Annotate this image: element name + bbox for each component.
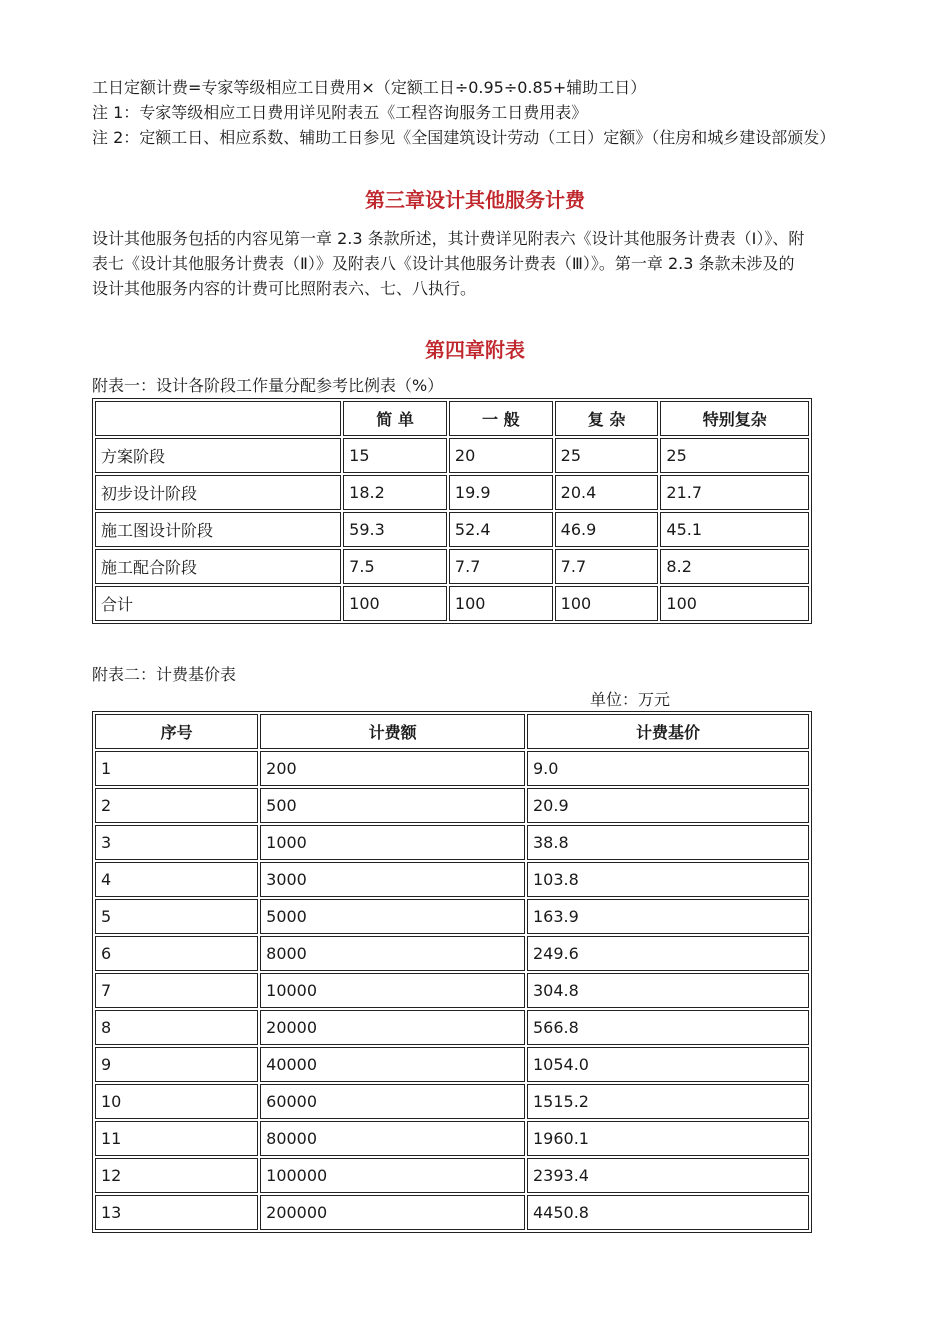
table-cell: 1054.0 [527, 1047, 809, 1082]
table-cell: 7.5 [343, 549, 447, 584]
intro-note-1: 注 1：专家等级相应工日费用详见附表五《工程咨询服务工日费用表》 [92, 103, 588, 122]
table-cell: 10000 [260, 973, 525, 1008]
table-cell: 13 [95, 1195, 258, 1230]
chapter3-paragraph-line-3: 设计其他服务内容的计费可比照附表六、七、八执行。 [92, 279, 477, 298]
table1-header-cell: 简 单 [343, 401, 447, 436]
table-cell: 20.9 [527, 788, 809, 823]
table-row [95, 1158, 809, 1193]
chapter3-paragraph-line-2: 表七《设计其他服务计费表（Ⅱ）》及附表八《设计其他服务计费表（Ⅲ）》。第一章 2.3 条款未涉及的 [92, 254, 795, 273]
table-cell: 8000 [260, 936, 525, 971]
table1-header-cell: 复 杂 [555, 401, 659, 436]
table1-header-row [95, 401, 809, 436]
table1-caption: 附表一：设计各阶段工作量分配参考比例表（%） [92, 376, 444, 395]
table-cell: 7.7 [449, 549, 553, 584]
table-cell: 8.2 [660, 549, 809, 584]
table-row [95, 899, 809, 934]
table-cell: 100 [555, 586, 659, 621]
table-row [95, 1047, 809, 1082]
table-cell: 15 [343, 438, 447, 473]
table-cell: 1000 [260, 825, 525, 860]
table-cell: 施工图设计阶段 [95, 512, 341, 547]
table-cell: 18.2 [343, 475, 447, 510]
table-row [95, 825, 809, 860]
table-cell: 7 [95, 973, 258, 1008]
table-cell: 500 [260, 788, 525, 823]
table-cell: 52.4 [449, 512, 553, 547]
table2-header-cell: 计费额 [260, 714, 525, 749]
table2-unit: 单位：万元 [590, 690, 671, 709]
table-cell: 3000 [260, 862, 525, 897]
table-cell: 5000 [260, 899, 525, 934]
table-row [95, 936, 809, 971]
intro-line: 工日定额计费=专家等级相应工日费用×（定额工日÷0.95÷0.85+辅助工日） [92, 78, 647, 97]
table-cell: 8 [95, 1010, 258, 1045]
table-cell: 200000 [260, 1195, 525, 1230]
table-row [95, 586, 809, 621]
table-row [95, 751, 809, 786]
table-row [95, 512, 809, 547]
table-cell: 100 [343, 586, 447, 621]
table-cell: 20000 [260, 1010, 525, 1045]
table-cell: 25 [555, 438, 659, 473]
table-cell: 11 [95, 1121, 258, 1156]
table1-header-cell [95, 401, 341, 436]
table-cell: 200 [260, 751, 525, 786]
table-row [95, 788, 809, 823]
intro-note-2: 注 2：定额工日、相应系数、辅助工日参见《全国建筑设计劳动（工日）定额》（住房和城乡建设部颁发） [92, 128, 836, 147]
table-row [95, 475, 809, 510]
table-cell: 4450.8 [527, 1195, 809, 1230]
table-cell: 施工配合阶段 [95, 549, 341, 584]
table-cell: 249.6 [527, 936, 809, 971]
table2-header-cell: 序号 [95, 714, 258, 749]
table-cell: 9.0 [527, 751, 809, 786]
table-cell: 1 [95, 751, 258, 786]
table-cell: 20.4 [555, 475, 659, 510]
table-cell: 6 [95, 936, 258, 971]
table2-caption: 附表二：计费基价表 [92, 665, 237, 684]
table1-header-cell: 一 般 [449, 401, 553, 436]
table-cell: 40000 [260, 1047, 525, 1082]
table-cell: 100000 [260, 1158, 525, 1193]
table-row [95, 862, 809, 897]
table-cell: 19.9 [449, 475, 553, 510]
table2-header-row [95, 714, 809, 749]
table-cell: 103.8 [527, 862, 809, 897]
table-cell: 4 [95, 862, 258, 897]
table-cell: 38.8 [527, 825, 809, 860]
table-cell: 46.9 [555, 512, 659, 547]
chapter4-heading: 第四章附表 [425, 338, 525, 362]
table-cell: 7.7 [555, 549, 659, 584]
table-row [95, 549, 809, 584]
table-cell: 2 [95, 788, 258, 823]
table-cell: 初步设计阶段 [95, 475, 341, 510]
chapter3-heading: 第三章设计其他服务计费 [365, 188, 585, 212]
chapter3-paragraph-line-1: 设计其他服务包括的内容见第一章 2.3 条款所述，其计费详见附表六《设计其他服务计费表（Ⅰ）》、附 [92, 229, 805, 248]
table-cell: 12 [95, 1158, 258, 1193]
table-cell: 1960.1 [527, 1121, 809, 1156]
table-cell: 1515.2 [527, 1084, 809, 1119]
table-cell: 100 [660, 586, 809, 621]
table-row [95, 1195, 809, 1230]
workload-ratio-table [92, 398, 812, 624]
table-row [95, 1084, 809, 1119]
table-cell: 25 [660, 438, 809, 473]
table-cell: 80000 [260, 1121, 525, 1156]
table-cell: 21.7 [660, 475, 809, 510]
table-cell: 566.8 [527, 1010, 809, 1045]
table-cell: 20 [449, 438, 553, 473]
table-cell: 163.9 [527, 899, 809, 934]
table-cell: 304.8 [527, 973, 809, 1008]
table-cell: 45.1 [660, 512, 809, 547]
table-cell: 60000 [260, 1084, 525, 1119]
table-row [95, 1010, 809, 1045]
table-cell: 100 [449, 586, 553, 621]
table-row [95, 438, 809, 473]
table-cell: 9 [95, 1047, 258, 1082]
table-cell: 10 [95, 1084, 258, 1119]
table-row [95, 973, 809, 1008]
fee-base-price-table [92, 711, 812, 1233]
table-cell: 59.3 [343, 512, 447, 547]
table1-header-cell: 特别复杂 [660, 401, 809, 436]
table-cell: 2393.4 [527, 1158, 809, 1193]
table-cell: 方案阶段 [95, 438, 341, 473]
table-cell: 3 [95, 825, 258, 860]
table-row [95, 1121, 809, 1156]
table-cell: 合计 [95, 586, 341, 621]
table-cell: 5 [95, 899, 258, 934]
table2-header-cell: 计费基价 [527, 714, 809, 749]
